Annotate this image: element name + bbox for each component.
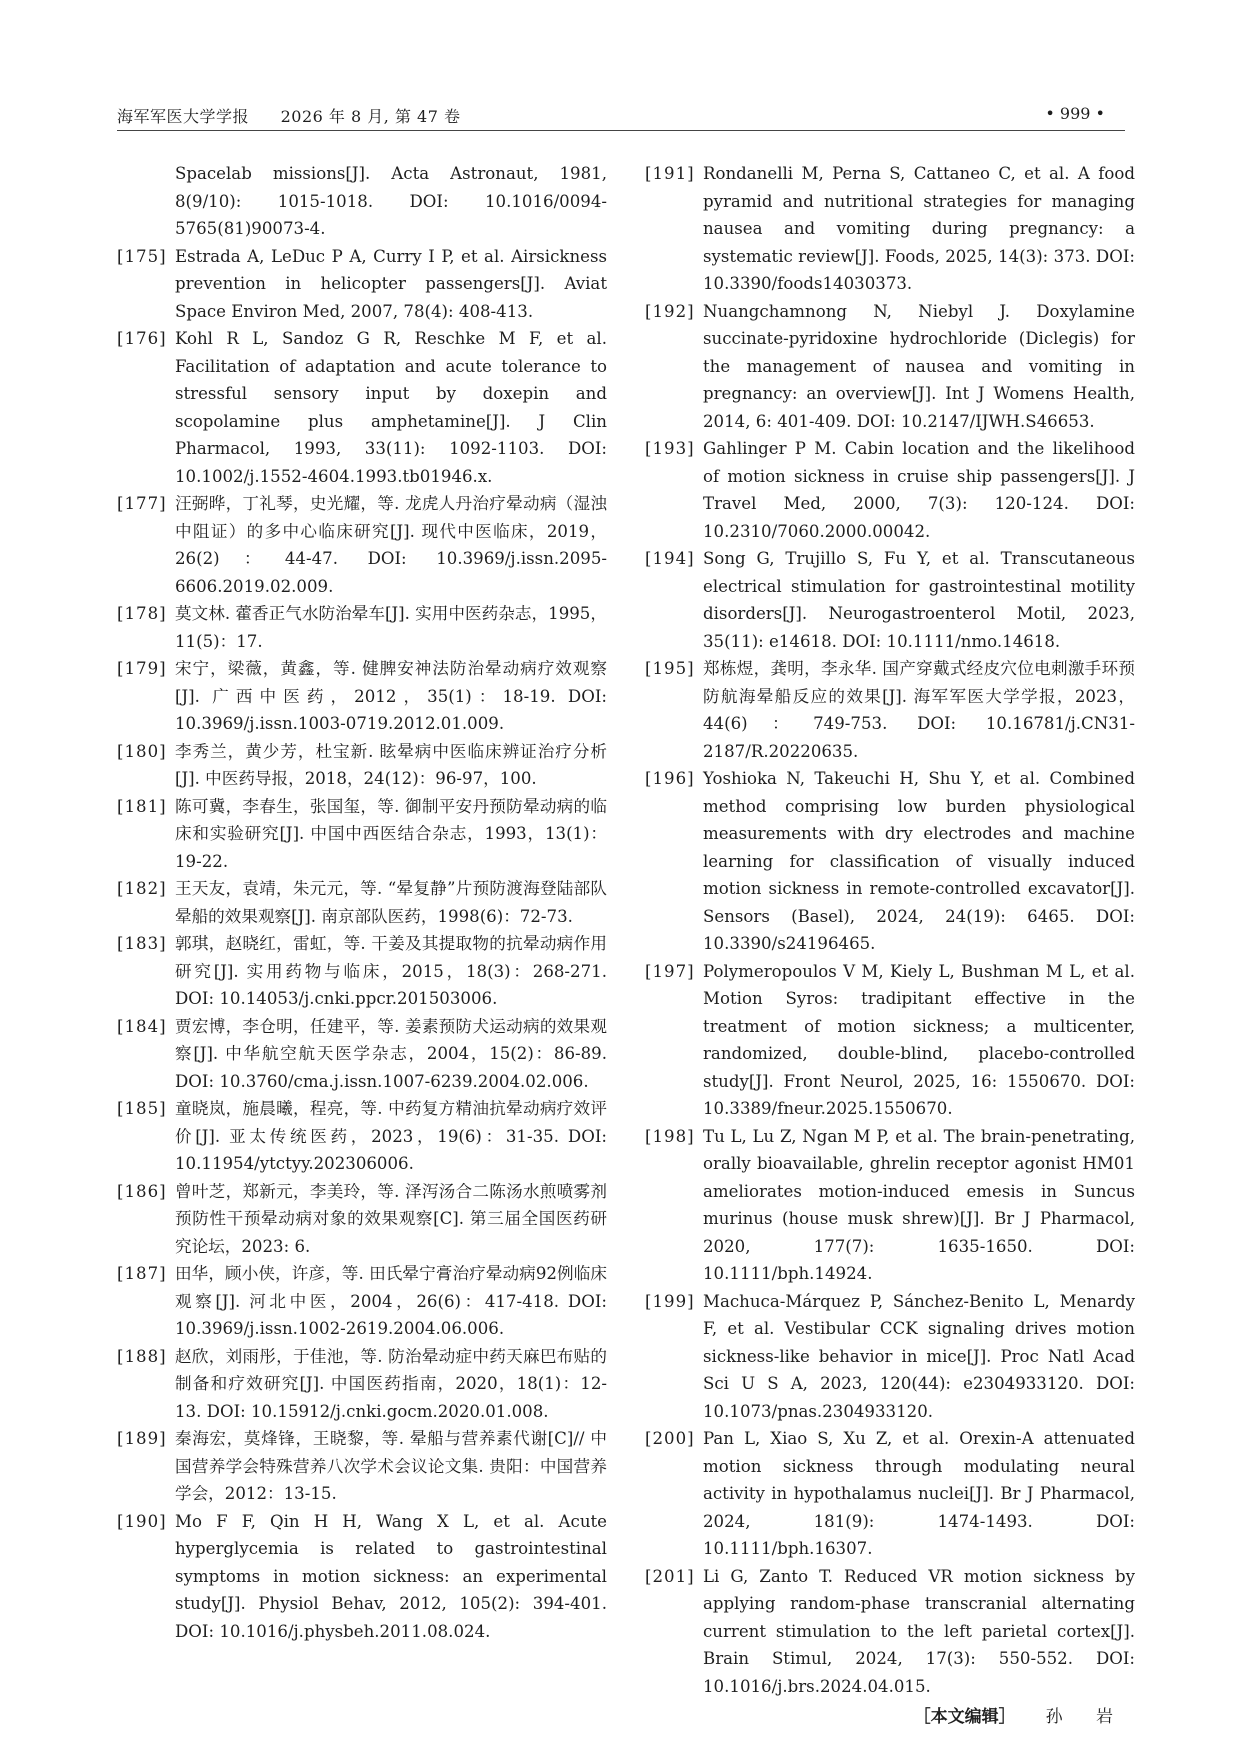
reference-number: [192] xyxy=(645,301,695,321)
reference-entry xyxy=(645,655,1135,765)
editor-credit xyxy=(645,1702,1135,1727)
reference-text: 郭琪，赵晓红，雷虹，等. 干姜及其提取物的抗晕动病作用研究[J]. 实用药物与临床，2015，18(3)：268-271. DOI: 10.14053/j.cnki.ppcr.201503006. xyxy=(175,934,607,1008)
reference-entry xyxy=(117,160,607,243)
journal-info xyxy=(117,104,486,127)
reference-number: [183] xyxy=(117,934,167,953)
reference-entry xyxy=(645,1123,1135,1288)
reference-text: Yoshioka N, Takeuchi H, Shu Y, et al. Combined method comprising low burden physiological measurements with dry electrodes and machine learning for classification of visually induced motion sickness in remote-controlled excavator[J]. Sensors (Basel), 2024, 24(19): 6465. DOI: 10.3390/s24196465. xyxy=(703,769,1135,953)
reference-text: 贾宏博，李仓明，任建平，等. 姜素预防犬运动病的效果观察[J]. 中华航空航天医学杂志，2004，15(2)：86-89. DOI: 10.3760/cma.j.issn.1007-6239.2004.02.006. xyxy=(175,1016,607,1091)
reference-text: Machuca-Márquez P, Sánchez-Benito L, Menardy F, et al. Vestibular CCK signaling drives motion sickness-like behavior in mice[J]. Proc Natl Acad Sci U S A, 2023, 120(44): e2304933120. DOI: 10.1073/pnas.2304933120. xyxy=(703,1291,1135,1421)
reference-number: [201] xyxy=(645,1566,695,1586)
reference-text: Polymeropoulos V M, Kiely L, Bushman M L, et al. Motion Syros: tradipitant effective in the treatment of motion sickness; a multicenter, randomized, double-blind, placebo-controlled study[J]. Front Neurol, 2025, 16: 1550670. DOI: 10.3389/fneur.2025.1550670. xyxy=(703,961,1135,1118)
reference-text: 陈可冀，李春生，张国玺，等. 御制平安丹预防晕动病的临床和实验研究[J]. 中国中西医结合杂志，1993，13(1)：19-22. xyxy=(175,796,607,871)
reference-number: [181] xyxy=(117,796,167,816)
reference-entry xyxy=(117,1508,607,1646)
reference-entry xyxy=(117,490,607,600)
reference-entry xyxy=(117,793,607,876)
reference-number: [185] xyxy=(117,1099,167,1118)
reference-entry xyxy=(117,875,607,930)
reference-entry xyxy=(117,1425,607,1508)
reference-text: Gahlinger P M. Cabin location and the likelihood of motion sickness in cruise ship passengers[J]. J Travel Med, 2000, 7(3): 120-124. DOI: 10.2310/7060.2000.00042. xyxy=(703,439,1135,541)
reference-number: [200] xyxy=(645,1429,695,1448)
reference-number: [197] xyxy=(645,961,695,981)
reference-number: [196] xyxy=(645,769,695,788)
reference-text: 曾叶芝，郑新元，李美玲，等. 泽泻汤合二陈汤水煎喷雾剂预防性干预晕动病对象的效果观察[C]. 第三届全国医药研究论坛，2023: 6. xyxy=(175,1181,607,1256)
reference-number: [191] xyxy=(645,164,695,183)
reference-number: [184] xyxy=(117,1016,167,1036)
reference-text: 秦海宏，莫烽锋，王晓黎，等. 晕船与营养素代谢[C]// 中国营养学会特殊营养八次学术会议论文集. 贵阳：中国营养学会，2012：13-15. xyxy=(175,1429,607,1503)
reference-text: 郑栋煜，龚明，李永华. 国产穿戴式经皮穴位电刺激手环预防航海晕船反应的效果[J]. 海军军医大学学报，2023，44(6)：749-753. DOI: 10.16781/j.CN31-2187/R.20220635. xyxy=(703,659,1135,761)
page-number: • 999 • xyxy=(1045,104,1105,123)
reference-text: 田华，顾小侠，许彦，等. 田氏晕宁膏治疗晕动病92例临床观察[J]. 河北中医，2004，26(6)：417-418. DOI: 10.3969/j.issn.1002-2619.2004.06.006. xyxy=(175,1264,607,1338)
reference-entry xyxy=(645,1425,1135,1563)
reference-number: [186] xyxy=(117,1181,167,1201)
reference-entry xyxy=(645,958,1135,1123)
issue-info: 2026 年 8 月, 第 47 卷 xyxy=(280,107,461,126)
reference-number: [199] xyxy=(645,1291,695,1311)
running-header xyxy=(117,100,1125,131)
reference-entry xyxy=(117,655,607,738)
reference-text: Kohl R L, Sandoz G R, Reschke M F, et al. Facilitation of adaptation and acute tolerance to stressful sensory input by doxepin and scopolamine plus amphetamine[J]. J Clin Pharmacol, 1993, 33(11): 1092-1103. DOI: 10.1002/j.1552-4604.1993.tb01946.x. xyxy=(175,329,607,486)
reference-number: [195] xyxy=(645,659,695,678)
reference-entry xyxy=(117,243,607,326)
reference-entry xyxy=(645,435,1135,545)
reference-text: 莫文林. 藿香正气水防治晕车[J]. 实用中医药杂志，1995，11(5)：17. xyxy=(175,604,607,651)
editor-label: ［本文编辑］ xyxy=(913,1707,1016,1727)
reference-entry xyxy=(117,1013,607,1096)
reference-text: 赵欣，刘雨彤，于佳池，等. 防治晕动症中药天麻巴布贴的制备和疗效研究[J]. 中国医药指南，2020，18(1)：12-13. DOI: 10.15912/j.cnki.gocm.2020.01.008. xyxy=(175,1346,607,1421)
reference-entry xyxy=(117,1260,607,1343)
reference-number: [175] xyxy=(117,246,167,266)
reference-number: [194] xyxy=(645,549,695,568)
reference-entry xyxy=(645,160,1135,298)
reference-number: [179] xyxy=(117,659,167,678)
reference-number: [180] xyxy=(117,741,167,761)
reference-text: Pan L, Xiao S, Xu Z, et al. Orexin-A attenuated motion sickness through modulating neural activity in hypothalamus nuclei[J]. Br J Pharmacol, 2024, 181(9): 1474-1493. DOI: 10.1111/bph.16307. xyxy=(703,1429,1135,1558)
reference-entry xyxy=(645,765,1135,958)
reference-number: [189] xyxy=(117,1429,167,1448)
reference-text: Mo F F, Qin H H, Wang X L, et al. Acute hyperglycemia is related to gastrointestinal symptoms in motion sickness: an experimental study[J]. Physiol Behav, 2012, 105(2): 394-401. DOI: 10.1016/j.physbeh.2011.08.024. xyxy=(175,1511,607,1641)
reference-number: [178] xyxy=(117,604,167,623)
reference-text: Spacelab missions[J]. Acta Astronaut, 1981, 8(9/10): 1015-1018. DOI: 10.1016/0094-5765(81)90073-4. xyxy=(175,164,607,238)
editor-name: 孙 岩 xyxy=(1045,1707,1127,1727)
right-reference-column xyxy=(645,160,1135,1727)
reference-number: [177] xyxy=(117,494,167,513)
reference-entry xyxy=(645,545,1135,655)
reference-text: Rondanelli M, Perna S, Cattaneo C, et al. A food pyramid and nutritional strategies for managing nausea and vomiting during pregnancy: a systematic review[J]. Foods, 2025, 14(3): 373. DOI: 10.3390/foods14030373. xyxy=(703,164,1135,293)
reference-number: [190] xyxy=(117,1511,167,1531)
reference-number: [188] xyxy=(117,1346,167,1366)
reference-text: Estrada A, LeDuc P A, Curry I P, et al. Airsickness prevention in helicopter passengers[J]. Aviat Space Environ Med, 2007, 78(4): 408-413. xyxy=(175,246,607,321)
reference-entry xyxy=(117,1095,607,1178)
reference-entry xyxy=(117,930,607,1013)
reference-entry xyxy=(645,1288,1135,1426)
reference-number: [176] xyxy=(117,329,167,348)
reference-entry xyxy=(117,1178,607,1261)
reference-text: 王天友，袁靖，朱元元，等. “晕复静”片预防渡海登陆部队晕船的效果观察[J]. 南京部队医药，1998(6)：72-73. xyxy=(175,879,607,926)
reference-text: Nuangchamnong N, Niebyl J. Doxylamine succinate-pyridoxine hydrochloride (Diclegis) for the management of nausea and vomiting in pregnancy: an overview[J]. Int J Womens Health, 2014, 6: 401-409. DOI: 10.2147/IJWH.S46653. xyxy=(703,301,1135,431)
reference-entry xyxy=(117,325,607,490)
reference-text: 汪弼晔，丁礼琴，史光耀，等. 龙虎人丹治疗晕动病（湿浊中阻证）的多中心临床研究[J]. 现代中医临床，2019，26(2)：44-47. DOI: 10.3969/j.issn.2095-6606.2019.02.009. xyxy=(175,494,607,596)
reference-text: 童晓岚，施晨曦，程亮，等. 中药复方精油抗晕动病疗效评价[J]. 亚太传统医药，2023，19(6)：31-35. DOI: 10.11954/ytctyy.202306006. xyxy=(175,1099,607,1173)
reference-text: Tu L, Lu Z, Ngan M P, et al. The brain-penetrating, orally bioavailable, ghrelin receptor agonist HM01 ameliorates motion-induced emesis in Suncus murinus (house musk shrew)[J]. Br J Pharmacol, 2020, 177(7): 1635-1650. DOI: 10.1111/bph.14924. xyxy=(703,1126,1135,1283)
reference-entry xyxy=(117,1343,607,1426)
reference-entry xyxy=(117,738,607,793)
reference-number: [198] xyxy=(645,1126,695,1146)
journal-title: 海军军医大学学报 xyxy=(117,107,250,126)
reference-text: Li G, Zanto T. Reduced VR motion sickness by applying random-phase transcranial alternating current stimulation to the left parietal cortex[J]. Brain Stimul, 2024, 17(3): 550-552. DOI: 10.1016/j.brs.2024.04.015. xyxy=(703,1566,1135,1696)
reference-text: 李秀兰，黄少芳，杜宝新. 眩晕病中医临床辨证治疗分析[J]. 中医药导报，2018，24(12)：96-97，100. xyxy=(175,741,607,788)
reference-entry xyxy=(645,1563,1135,1701)
reference-text: 宋宁，梁薇，黄鑫，等. 健脾安神法防治晕动病疗效观察[J]. 广西中医药，2012，35(1)：18-19. DOI: 10.3969/j.issn.1003-0719.2012.01.009. xyxy=(175,659,607,733)
reference-number: [187] xyxy=(117,1264,167,1283)
reference-text: Song G, Trujillo S, Fu Y, et al. Transcutaneous electrical stimulation for gastrointestinal motility disorders[J]. Neurogastroenterol Motil, 2023, 35(11): e14618. DOI: 10.1111/nmo.14618. xyxy=(703,549,1135,651)
reference-number: [193] xyxy=(645,439,695,458)
left-reference-column xyxy=(117,160,607,1645)
reference-entry xyxy=(117,600,607,655)
reference-entry xyxy=(645,298,1135,436)
reference-number: [182] xyxy=(117,879,167,898)
